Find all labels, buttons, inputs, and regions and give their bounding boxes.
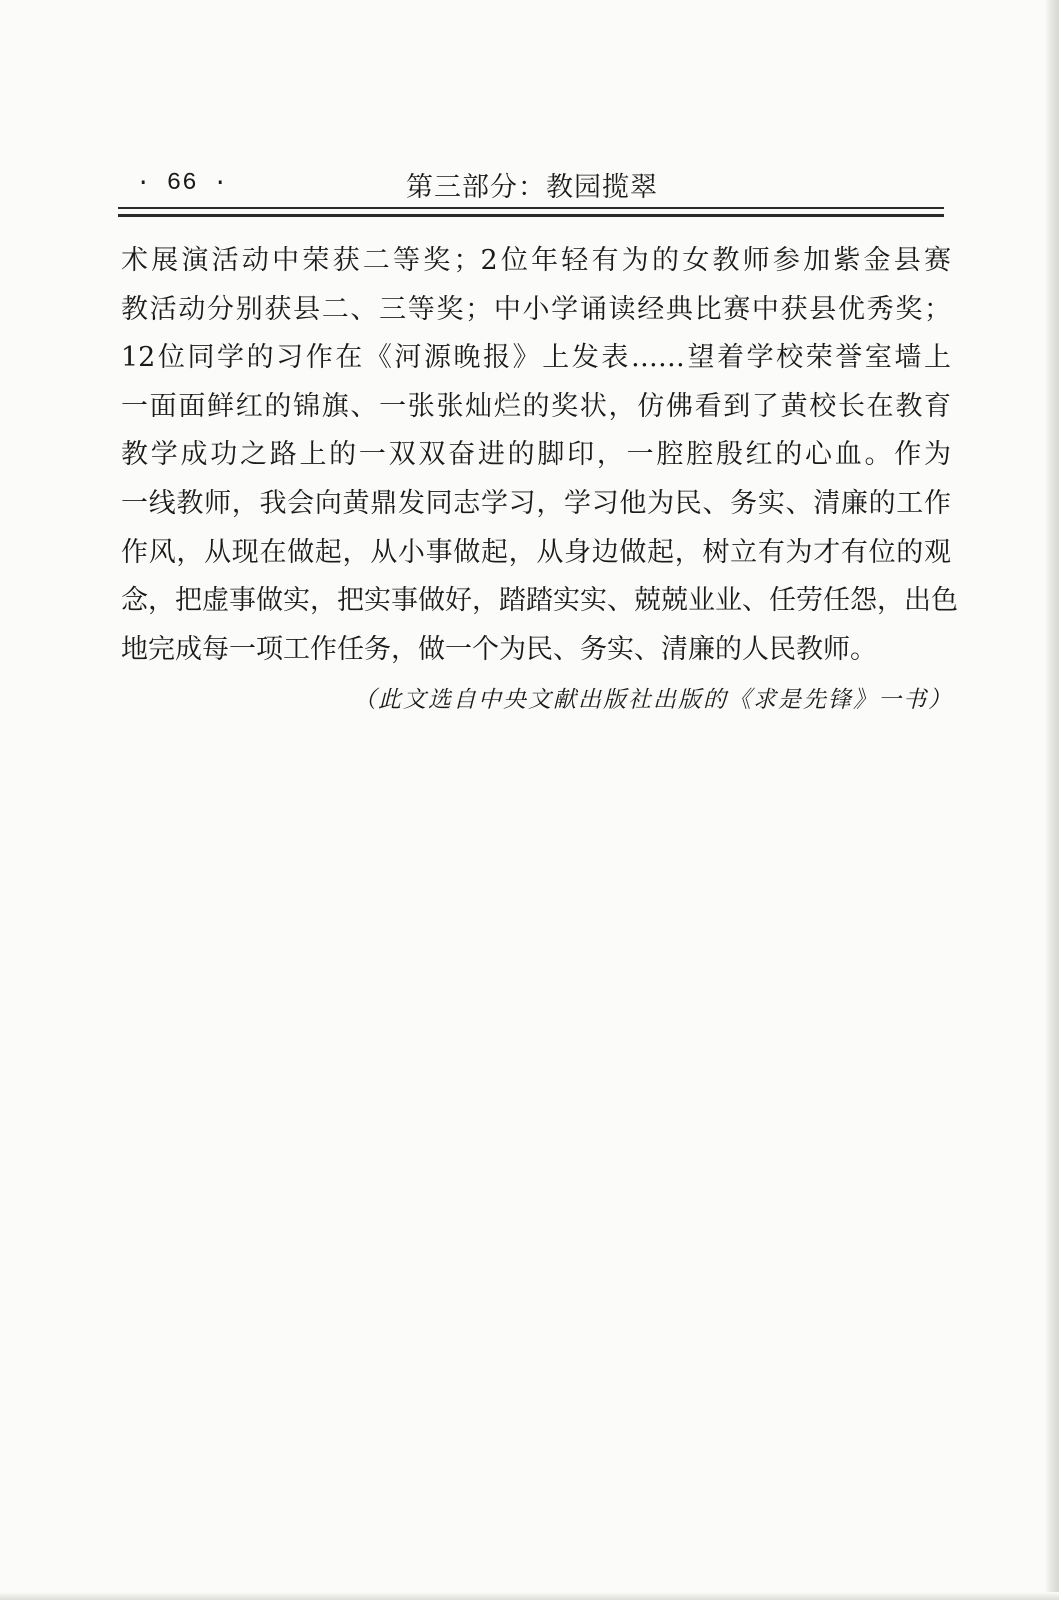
- body-line: 地完成每一项工作任务，做一个为民、务实、清廉的人民教师。: [121, 633, 877, 665]
- source-note: （此文选自中央文献出版社出版的《求是先锋》一书）: [353, 687, 953, 713]
- body-line: 术展演活动中荣获二等奖；2位年轻有为的女教师参加紫金县赛: [121, 245, 951, 276]
- body-line: 一面面鲜红的锦旗、一张张灿烂的奖状，仿佛看到了黄校长在教育: [121, 390, 951, 422]
- page-edge-bottom: [0, 1592, 1059, 1600]
- page-number: · 66 ·: [136, 170, 229, 197]
- body-line: 教活动分别获县二、三等奖；中小学诵读经典比赛中获县优秀奖；: [121, 293, 951, 325]
- body-line: 12位同学的习作在《河源晚报》上发表……望着学校荣誉室墙上: [121, 342, 951, 374]
- body-line: 念，把虚事做实，把实事做好，踏踏实实、兢兢业业、任劳任怨，出色: [121, 585, 958, 617]
- header-rule-thick: [118, 214, 944, 217]
- page-edge-right: [1045, 0, 1059, 1600]
- body-paragraph: [121, 237, 958, 674]
- header-rule-thin: [118, 207, 944, 209]
- body-line: 教学成功之路上的一双双奋进的脚印，一腔腔殷红的心血。作为: [121, 439, 951, 471]
- body-line: 一线教师，我会向黄鼎发同志学习，学习他为民、务实、清廉的工作: [121, 487, 951, 519]
- running-head: 第三部分：教园揽翠: [406, 172, 658, 203]
- body-line: 作风，从现在做起，从小事做起，从身边做起，树立有为才有位的观: [121, 536, 951, 568]
